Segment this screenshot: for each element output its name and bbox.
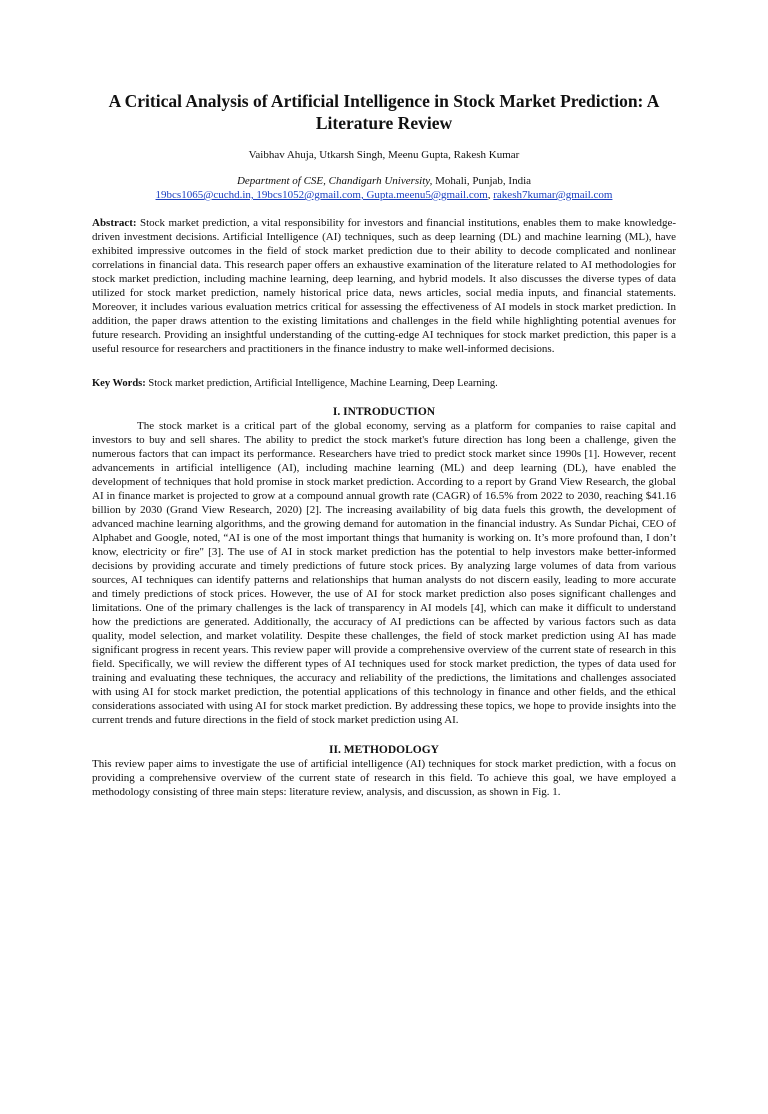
email-list [92,188,676,202]
department: Department of CSE, Chandigarh University, [236,175,433,187]
abstract-label: Abstract: [92,217,137,229]
email-separator: , [487,189,494,201]
paper-title: A Critical Analysis of Artificial Intelligence in Stock Market Prediction: A Literature Review [108,91,660,133]
keywords [92,377,676,391]
location: Mohali, Punjab, India [432,175,532,187]
author-list: Vaibhav Ahuja, Utkarsh Singh, Meenu Gupta, Rakesh Kumar [248,149,520,161]
keywords-label: Key Words: [92,378,146,389]
section-heading-methodology: II. METHODOLOGY [329,744,439,756]
introduction-paragraph: The stock market is a critical part of the global economy, serving as a platform for companies to raise capital and investors to buy and sell shares. The ability to predict the stock market's future direction has long been a challenge, given the numerous factors that can impact its performance. Researchers have tried to predict stock market since 1990s [1]. However, recent advancements in artificial intelligence (AI), including machine learning (ML) and deep learning (DL), have enabled the development of techniques that hold promise in stock market prediction. According to a report by Grand View Research, the global AI in finance market is projected to grow at a compound annual growth rate (CAGR) of 16.5% from 2022 to 2030, reaching $41.16 billion by 2030 (Grand View Research, 2020) [2]. The increasing availability of big data fuels this growth, the development of advanced machine learning algorithms, and the growing demand for automation in the financial industry. As Sundar Pichai, CEO of Alphabet and Google, noted, “AI is one of the most important things that humanity is working on. It’s more profound than, I don’t know, electricity or fire" [3]. The use of AI in stock market prediction has the potential to help investors make better-informed decisions by providing accurate and timely predictions of future stock prices. By analyzing large volumes of data from various sources, AI techniques can identify patterns and relationships that human analysts do not discern easily, leading to more accurate and timely predictions of stock prices. However, the use of AI for stock market prediction also poses significant challenges and limitations. One of the primary challenges is the lack of transparency in AI models [4], which can make it difficult to understand how the predictions are generated. Additionally, the accuracy of AI predictions can be affected by various factors such as data quality, model selection, and market volatility. Despite these challenges, the field of stock market prediction using AI has made significant progress in recent years. This review paper will provide a comprehensive overview of the current state of research in this field. Specifically, we will review the different types of AI techniques used for stock market prediction, the types of data used for training and evaluating these techniques, the accuracy and reliability of the predictions, the limitations and challenges associated with using AI for stock market prediction, the potential applications of this technology in finance and other fields, and the ethical considerations associated with using AI for stock market prediction. By addressing these topics, we hope to provide insights into the current trends and future directions in the field of stock market prediction using AI. [92,420,676,726]
abstract-text: Stock market prediction, a vital responsibility for investors and financial institutions, enables them to make knowledge-driven investment decisions. Artificial Intelligence (AI) techniques, such as deep learning (DL) and machine learning (ML), have exhibited impressive outcomes in the field of stock market prediction due to their ability to decode complicated and nonlinear correlations in financial data. This research paper offers an exhaustive examination of the literature related to AI methodologies for stock market prediction, including machine learning, deep learning, and hybrid models. It also discusses the diverse types of data utilized for stock market prediction, namely historical price data, news articles, social media inputs, and financial statements. Moreover, it includes various evaluation metrics critical for assessing the effectiveness of AI models in stock market prediction. In addition, the paper draws attention to the existing limitations and challenges in the field while highlighting potential avenues for future research. Providing an insightful understanding of the cutting-edge AI techniques for stock market prediction, this paper is a useful resource for researchers and practitioners in the finance industry to make well-informed decisions. [92,217,676,355]
email-links[interactable]: 19bcs1065@cuchd.in, 19bcs1052@gmail.com, Gupta.meenu5@gmail.com [155,189,488,201]
email-link-last[interactable]: rakesh7kumar@gmail.com [493,189,613,201]
methodology-paragraph: This review paper aims to investigate the use of artificial intelligence (AI) techniques for stock market prediction, with a focus on providing a comprehensive overview of the current state of research in this field. To achieve this goal, we have employed a methodology consisting of three main steps: literature review, analysis, and discussion, as shown in Fig. 1. [92,758,676,798]
paper-page [0,90,768,1114]
abstract [92,216,676,356]
section-heading-introduction: I. INTRODUCTION [332,406,436,418]
affiliation [92,174,676,188]
keywords-text: Stock market prediction, Artificial Intelligence, Machine Learning, Deep Learning. [145,378,498,389]
